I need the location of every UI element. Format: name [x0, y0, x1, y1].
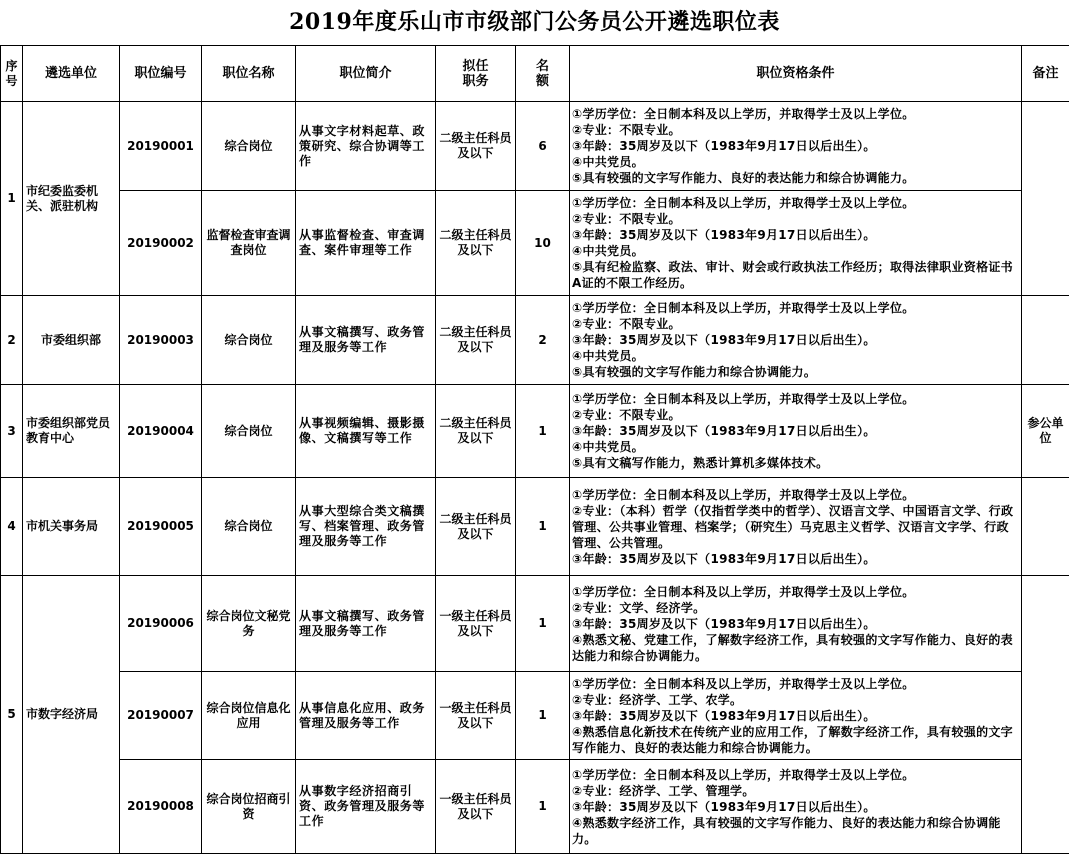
position-code: 20190008: [120, 760, 202, 854]
table-header-row: [1, 46, 1069, 102]
requirement-line: ②专业：不限专业。: [572, 212, 681, 226]
unit-seq: 4: [1, 478, 23, 576]
header-quota: 名额: [516, 46, 570, 102]
table-row: [1, 296, 1069, 385]
table-row: [1, 576, 1069, 672]
position-code: 20190007: [120, 672, 202, 760]
unit-name: 市纪委监委机关、派驻机构: [23, 102, 120, 296]
requirement-line: ④熟悉信息化新技术在传统产业的应用工作，了解数字经济工作，具有较强的文字写作能力、良好的表达能力和综合协调能力。: [572, 724, 1013, 755]
requirement-line: ②专业：不限专业。: [572, 123, 681, 137]
requirement-line: ③年龄：35周岁及以下（1983年9月17日以后出生）。: [572, 551, 876, 566]
requirement-line: ③年龄：35周岁及以下（1983年9月17日以后出生）。: [572, 799, 876, 814]
position-code: 20190003: [120, 296, 202, 385]
position-quota: 10: [516, 191, 570, 296]
position-intro: 从事视频编辑、摄影摄像、文稿撰写等工作: [296, 385, 436, 478]
position-name: 综合岗位: [202, 102, 296, 191]
position-intro: 从事监督检查、审查调查、案件审理等工作: [296, 191, 436, 296]
unit-name: 市委组织部党员教育中心: [23, 385, 120, 478]
requirement-line: ①学历学位：全日制本科及以上学历，并取得学士及以上学位。: [572, 107, 915, 121]
position-intro: 从事文字材料起草、政策研究、综合协调等工作: [296, 102, 436, 191]
requirement-line: ⑤具有较强的文字写作能力、良好的表达能力和综合协调能力。: [572, 171, 915, 185]
table-row: [1, 385, 1069, 478]
position-intro: 从事大型综合类文稿撰写、档案管理、政务管理及服务等工作: [296, 478, 436, 576]
table-row: [1, 478, 1069, 576]
table-row: [1, 760, 1069, 854]
position-quota: 1: [516, 478, 570, 576]
requirement-line: ③年龄：35周岁及以下（1983年9月17日以后出生）。: [572, 424, 876, 438]
position-code: 20190004: [120, 385, 202, 478]
requirement-line: ②专业：文学、经济学。: [572, 600, 706, 615]
requirement-line: ③年龄：35周岁及以下（1983年9月17日以后出生）。: [572, 616, 876, 631]
position-code: 20190001: [120, 102, 202, 191]
position-requirements: [570, 296, 1022, 385]
table-row: [1, 102, 1069, 191]
unit-name: 市数字经济局: [23, 576, 120, 854]
requirement-line: ②专业：经济学、工学、管理学。: [572, 783, 755, 798]
header-intro: 职位简介: [296, 46, 436, 102]
position-intro: 从事数字经济招商引资、政务管理及服务等工作: [296, 760, 436, 854]
requirement-line: ⑤具有文稿写作能力，熟悉计算机多媒体技术。: [572, 456, 829, 470]
requirement-line: ④熟悉数字经济工作，具有较强的文字写作能力、良好的表达能力和综合协调能力。: [572, 815, 1001, 846]
position-quota: 2: [516, 296, 570, 385]
requirement-line: ①学历学位：全日制本科及以上学历，并取得学士及以上学位。: [572, 676, 915, 691]
header-seq: 序号: [1, 46, 23, 102]
page-title: 2019年度乐山市市级部门公务员公开遴选职位表: [289, 9, 780, 35]
position-quota: 1: [516, 385, 570, 478]
requirement-line: ④中共党员。: [572, 155, 644, 169]
unit-note: [1022, 576, 1069, 854]
position-name: 监督检查审查调查岗位: [202, 191, 296, 296]
header-level: 拟任职务: [436, 46, 516, 102]
position-requirements: [570, 102, 1022, 191]
position-level: 二级主任科员及以下: [436, 191, 516, 296]
unit-note: 参公单位: [1022, 385, 1069, 478]
position-level: 一级主任科员及以下: [436, 672, 516, 760]
requirement-line: ②专业：不限专业。: [572, 408, 681, 422]
position-quota: 1: [516, 760, 570, 854]
position-requirements: [570, 191, 1022, 296]
position-intro: 从事文稿撰写、政务管理及服务等工作: [296, 576, 436, 672]
requirement-line: ①学历学位：全日制本科及以上学历，并取得学士及以上学位。: [572, 392, 915, 406]
requirement-line: ③年龄：35周岁及以下（1983年9月17日以后出生）。: [572, 228, 876, 242]
position-level: 二级主任科员及以下: [436, 102, 516, 191]
position-level: 一级主任科员及以下: [436, 576, 516, 672]
unit-note: [1022, 296, 1069, 385]
position-level: 二级主任科员及以下: [436, 296, 516, 385]
requirement-line: ②专业：（本科）哲学（仅指哲学类中的哲学）、汉语言文学、中国语言文学、行政管理、公共事业管理、档案学；（研究生）马克思主义哲学、汉语言文字学、行政管理、公共管理。: [572, 503, 1014, 550]
position-level: 二级主任科员及以下: [436, 478, 516, 576]
unit-seq: 1: [1, 102, 23, 296]
requirement-line: ③年龄：35周岁及以下（1983年9月17日以后出生）。: [572, 708, 876, 723]
position-code: 20190006: [120, 576, 202, 672]
position-intro: 从事文稿撰写、政务管理及服务等工作: [296, 296, 436, 385]
header-unit: 遴选单位: [23, 46, 120, 102]
position-requirements: [570, 672, 1022, 760]
unit-seq: 2: [1, 296, 23, 385]
header-name: 职位名称: [202, 46, 296, 102]
requirement-line: ②专业：经济学、工学、农学。: [572, 692, 743, 707]
requirement-line: ④熟悉文秘、党建工作，了解数字经济工作，具有较强的文字写作能力、良好的表达能力和综合协调能力。: [572, 632, 1013, 663]
position-requirements: [570, 576, 1022, 672]
requirement-line: ④中共党员。: [572, 349, 644, 363]
requirement-line: ①学历学位：全日制本科及以上学历，并取得学士及以上学位。: [572, 196, 915, 210]
requirement-line: ④中共党员。: [572, 440, 644, 454]
unit-note: [1022, 478, 1069, 576]
position-code: 20190002: [120, 191, 202, 296]
header-req: 职位资格条件: [570, 46, 1022, 102]
positions-table: [0, 45, 1069, 854]
header-code: 职位编号: [120, 46, 202, 102]
position-name: 综合岗位文秘党务: [202, 576, 296, 672]
requirement-line: ①学历学位：全日制本科及以上学历，并取得学士及以上学位。: [572, 767, 915, 782]
requirement-line: ③年龄：35周岁及以下（1983年9月17日以后出生）。: [572, 333, 876, 347]
position-name: 综合岗位: [202, 478, 296, 576]
unit-seq: 3: [1, 385, 23, 478]
requirement-line: ①学历学位：全日制本科及以上学历，并取得学士及以上学位。: [572, 301, 915, 315]
position-name: 综合岗位信息化应用: [202, 672, 296, 760]
table-row: [1, 191, 1069, 296]
position-code: 20190005: [120, 478, 202, 576]
requirement-line: ②专业：不限专业。: [572, 317, 681, 331]
position-quota: 6: [516, 102, 570, 191]
requirement-line: ①学历学位：全日制本科及以上学历，并取得学士及以上学位。: [572, 487, 915, 502]
position-requirements: [570, 385, 1022, 478]
unit-name: 市机关事务局: [23, 478, 120, 576]
position-level: 二级主任科员及以下: [436, 385, 516, 478]
position-name: 综合岗位招商引资: [202, 760, 296, 854]
requirement-line: ⑤具有较强的文字写作能力和综合协调能力。: [572, 365, 817, 379]
position-intro: 从事信息化应用、政务管理及服务等工作: [296, 672, 436, 760]
position-name: 综合岗位: [202, 385, 296, 478]
requirement-line: ④中共党员。: [572, 244, 644, 258]
unit-seq: 5: [1, 576, 23, 854]
position-requirements: [570, 478, 1022, 576]
requirement-line: ⑤具有纪检监察、政法、审计、财会或行政执法工作经历；取得法律职业资格证书A证的不限工作经历。: [572, 260, 1013, 290]
unit-note: [1022, 102, 1069, 296]
requirement-line: ③年龄：35周岁及以下（1983年9月17日以后出生）。: [572, 139, 876, 153]
position-level: 一级主任科员及以下: [436, 760, 516, 854]
position-quota: 1: [516, 576, 570, 672]
position-name: 综合岗位: [202, 296, 296, 385]
position-quota: 1: [516, 672, 570, 760]
header-note: 备注: [1022, 46, 1069, 102]
requirement-line: ①学历学位：全日制本科及以上学历，并取得学士及以上学位。: [572, 584, 915, 599]
table-row: [1, 672, 1069, 760]
unit-name: 市委组织部: [23, 296, 120, 385]
position-requirements: [570, 760, 1022, 854]
